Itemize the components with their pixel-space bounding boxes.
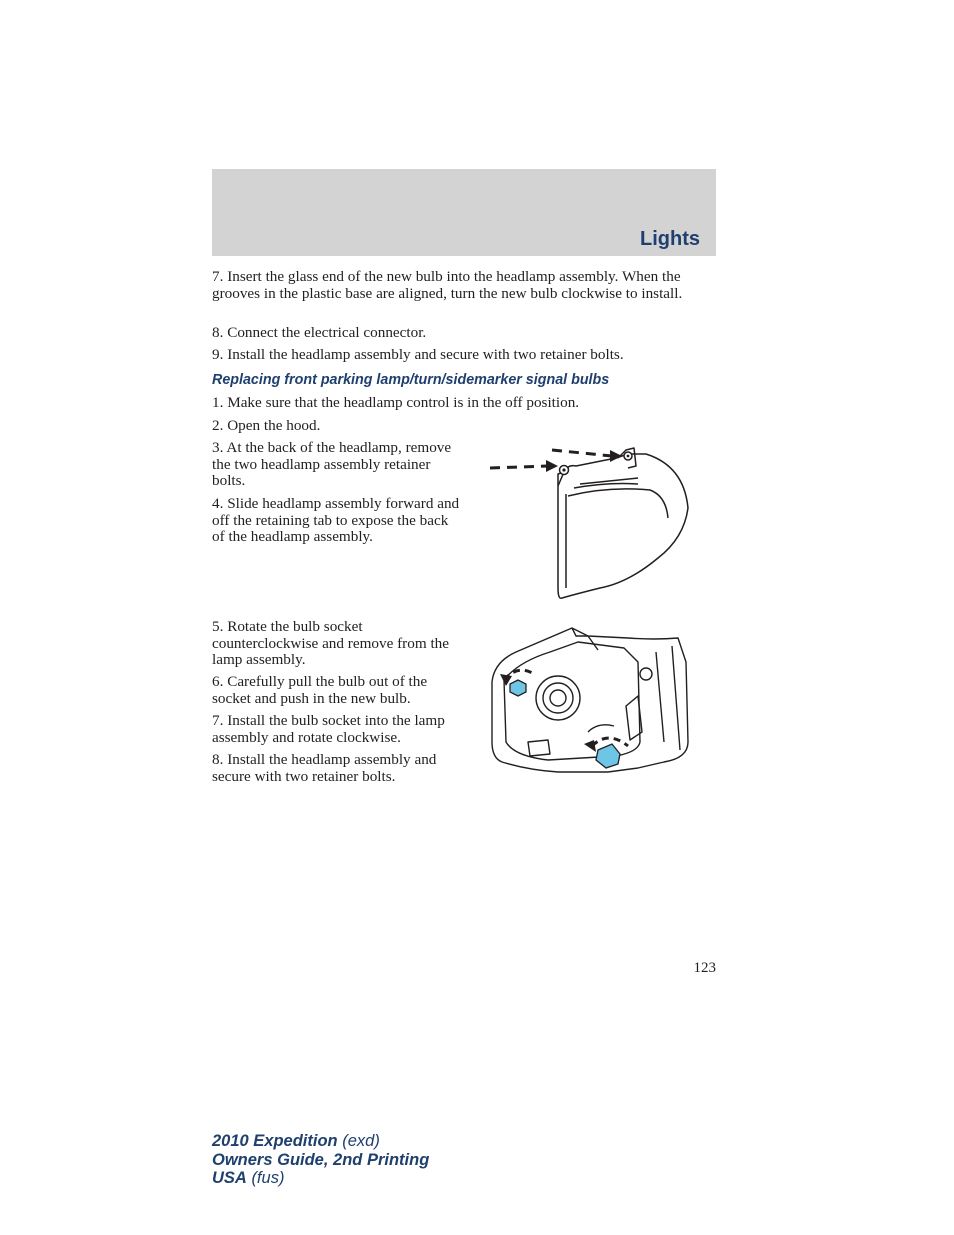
footer-line-1 [212, 1132, 429, 1151]
document-footer [212, 1132, 429, 1188]
bulb-socket-illustration [488, 622, 698, 774]
footer-market: USA [212, 1169, 247, 1187]
step-6: 6. Carefully pull the bulb out of the socket and push in the new bulb. [212, 673, 428, 707]
footer-market-code: (fus) [251, 1169, 285, 1187]
section-header-band [212, 169, 716, 256]
headlamp-retainer-bolts-illustration [488, 438, 698, 603]
footer-line-3 [212, 1169, 429, 1188]
footer-model-code: (exd) [342, 1132, 380, 1150]
footer-model: 2010 Expedition [212, 1132, 338, 1150]
step-2: 2. Open the hood. [212, 417, 321, 434]
section-title: Lights [640, 228, 700, 250]
page-number: 123 [693, 960, 716, 976]
step-7: 7. Install the bulb socket into the lamp assembly and rotate clockwise. [212, 712, 445, 746]
intro-step-9: 9. Install the headlamp assembly and secure with two retainer bolts. [212, 346, 624, 363]
step-8: 8. Install the headlamp assembly and secure with two retainer bolts. [212, 751, 437, 785]
step-5: 5. Rotate the bulb socket counterclockwise and remove from the lamp assembly. [212, 618, 450, 668]
intro-step-7: 7. Insert the glass end of the new bulb into the headlamp assembly. When the grooves in the plastic base are aligned, turn the new bulb clockwise to install. [212, 268, 683, 302]
step-1: 1. Make sure that the headlamp control is in the off position. [212, 394, 580, 411]
intro-step-8: 8. Connect the electrical connector. [212, 324, 427, 341]
step-3: 3. At the back of the headlamp, remove the two headlamp assembly retainer bolts. [212, 439, 452, 489]
footer-line-2: Owners Guide, 2nd Printing [212, 1150, 430, 1169]
step-4: 4. Slide headlamp assembly forward and off the retaining tab to expose the back of the headlamp assembly. [212, 495, 460, 545]
subsection-heading: Replacing front parking lamp/turn/sidemarker signal bulbs [212, 372, 610, 388]
